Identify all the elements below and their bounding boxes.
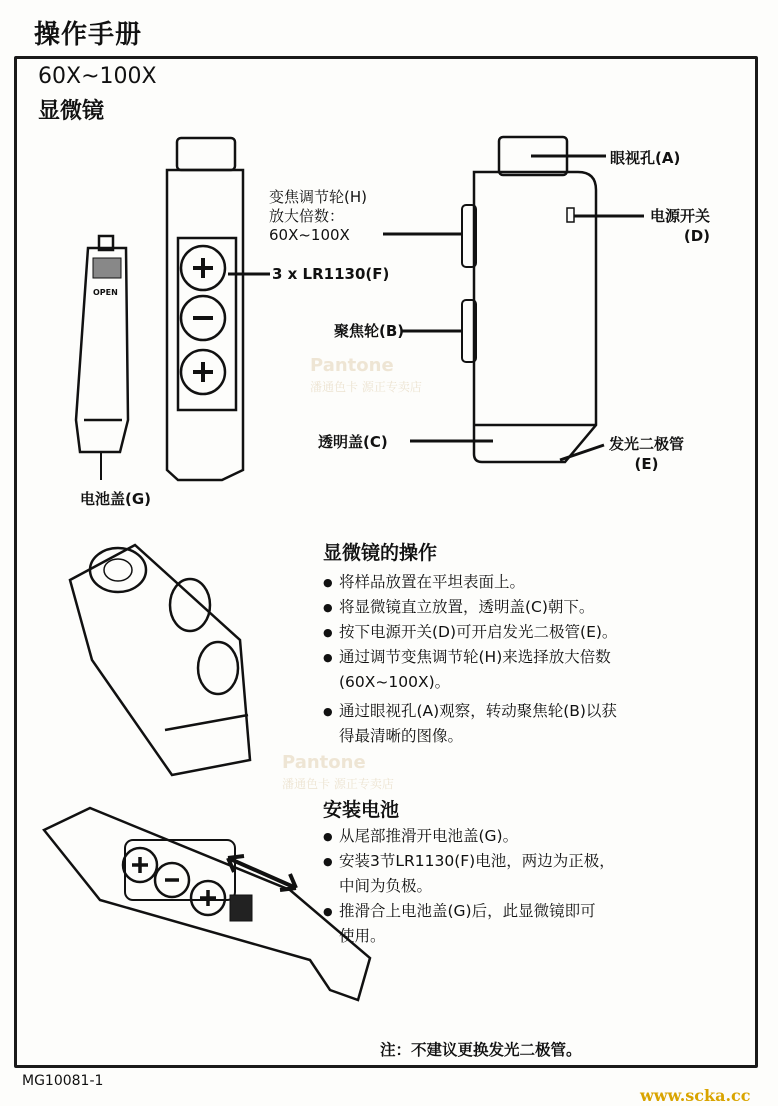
battery-install-drawing xyxy=(44,808,370,1000)
list-item: ● 按下电源开关(D)可开启发光二极管(E)。 xyxy=(323,620,723,645)
label-batteries: 3 x LR1130(F) xyxy=(272,265,390,283)
list-item: ● 从尾部推滑开电池盖(G)。 xyxy=(323,824,723,849)
label-eyepiece: 眼视孔(A) xyxy=(610,149,681,167)
watermark-brand: Pantone xyxy=(310,355,394,376)
open-microscope-drawing xyxy=(167,138,243,480)
operation-heading: 显微镜的操作 xyxy=(323,542,438,564)
label-battery-cover: 电池盖(G) xyxy=(80,490,152,508)
list-item: ● 通过眼视孔(A)观察，转动聚焦轮(B)以获 得最清晰的图像。 xyxy=(323,699,723,749)
label-led: 发光二极管 (E) xyxy=(609,435,685,473)
note: 注：不建议更换发光二极管。 xyxy=(380,1041,582,1059)
operation-list xyxy=(323,570,723,749)
list-item: ● 推滑合上电池盖(G)后，此显微镜即可 使用。 xyxy=(323,899,723,949)
product-name: 显微镜 xyxy=(38,99,105,124)
label-transparent-cover: 透明盖(C) xyxy=(318,433,388,451)
product-model: 60X~100X xyxy=(38,64,157,89)
list-item: ● 通过调节变焦调节轮(H)来选择放大倍数 (60X~100X)。 xyxy=(323,645,723,695)
list-item: ● 将显微镜直立放置，透明盖(C)朝下。 xyxy=(323,595,723,620)
watermark-brand: Pantone xyxy=(282,752,366,773)
watermark-shop: 潘通色卡 源正专卖店 xyxy=(310,380,422,394)
install-heading: 安装电池 xyxy=(323,799,400,821)
label-focus-wheel: 聚焦轮(B) xyxy=(334,322,405,340)
side-microscope-drawing xyxy=(462,137,596,462)
watermark-url: www.scka.cc xyxy=(640,1086,751,1105)
list-item: ● 安装3节LR1130(F)电池，两边为正极， 中间为负极。 xyxy=(323,849,723,899)
install-list xyxy=(323,824,723,949)
document-code: MG10081-1 xyxy=(22,1073,104,1089)
watermark-shop: 潘通色卡 源正专卖店 xyxy=(282,777,394,791)
perspective-microscope-drawing xyxy=(70,545,250,775)
page-title: 操作手册 xyxy=(34,20,143,50)
label-power-switch: 电源开关 (D) xyxy=(650,207,711,245)
open-mark: OPEN xyxy=(93,288,118,297)
label-zoom-wheel: 变焦调节轮(H) 放大倍数： 60X~100X xyxy=(269,188,367,244)
list-item: ● 将样品放置在平坦表面上。 xyxy=(323,570,723,595)
battery-cover-drawing xyxy=(76,236,128,452)
